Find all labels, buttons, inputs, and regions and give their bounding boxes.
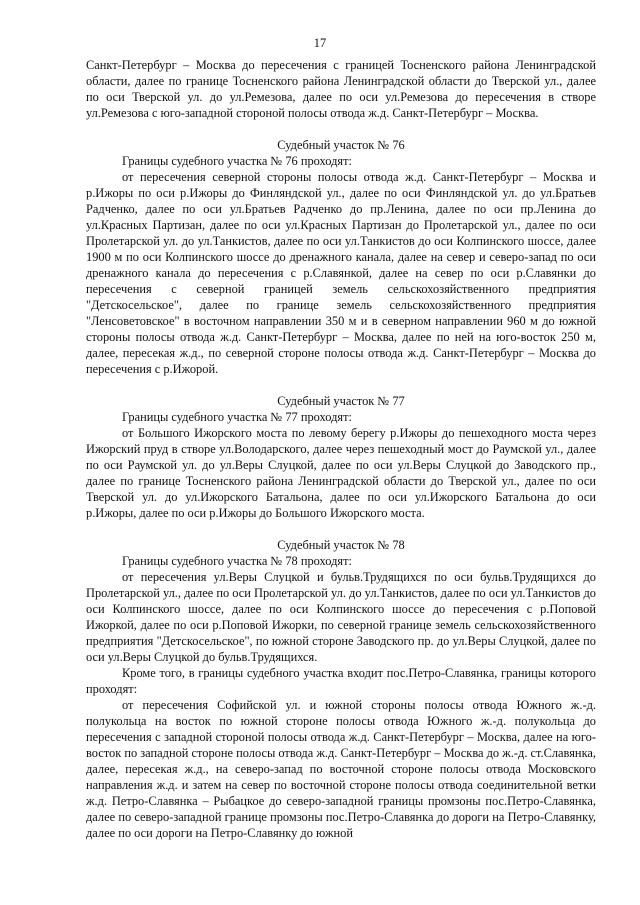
page-number: 17 bbox=[313, 36, 327, 50]
section-intro-78: Границы судебного участка № 78 проходят: bbox=[122, 554, 352, 568]
paragraph-continuation: Санкт-Петербург – Москва до пересечения с границей Тосненского района Ленинградской области, далее по границе Тосненского района Ленинградской области до Тверской ул., далее по оси Тверской ул. до ул.Ремезова, далее по оси ул.Ремезова до пересечения в створе ул.Ремезова с юго-западной стороной полосы отвода ж.д. Санкт-Петербург – Москва. bbox=[86, 58, 596, 120]
document-body bbox=[86, 57, 596, 841]
section-boundary-77: от Большого Ижорского моста по левому берегу р.Ижоры до пешеходного моста через Ижорский пруд в створе ул.Володарского, далее через пешеходный мост до Раумской ул., далее по оси Раумской ул. до ул.Веры Слуцкой, далее по оси ул.Веры Слуцкой до Заводского пр., далее по границе Тосненского района Ленинградской области до Тверской ул., далее по оси Тверской ул. до ул.Ижорского Батальона, далее по оси ул.Ижорского Батальона до оси р.Ижоры, далее по оси р.Ижоры до Большого Ижорского моста. bbox=[86, 426, 596, 520]
section-title-76: Судебный участок № 76 bbox=[277, 138, 405, 152]
section-title-78: Судебный участок № 78 bbox=[277, 538, 405, 552]
section-boundary-76: от пересечения северной стороны полосы отвода ж.д. Санкт-Петербург – Москва и р.Ижоры по оси р.Ижоры до Финляндской ул., далее по оси Финляндской ул. до ул.Братьев Радченко, далее по оси ул.Братьев Радченко до пр.Ленина, далее по оси пр.Ленина до ул.Красных Партизан, далее по оси ул.Красных Партизан до Пролетарской ул., далее по оси Пролетарской ул. до ул.Танкистов, далее по оси ул.Танкистов до оси Колпинского шоссе, далее 1900 м по оси Колпинского шоссе до дренажного канала, далее на север и северо-запад по оси дренажного канала до пересечения с р.Славянкой, далее на север по оси р.Славянки до пересечения с северной границей земель сельскохозяйственного предприятия "Детскосельское", далее по границе земель сельскохозяйственного предприятия "Ленсоветовское" в восточном направлении 350 м и в северном направлении 960 м до южной стороны полосы отвода ж.д. Санкт-Петербург – Москва, далее по ней на юго-восток 250 м, далее, пересекая ж.д., по северной стороне полосы отвода ж.д. Санкт-Петербург – Москва до пересечения с р.Ижорой. bbox=[86, 170, 596, 376]
section-intro-77: Границы судебного участка № 77 проходят: bbox=[122, 410, 352, 424]
section-intro-76: Границы судебного участка № 76 проходят: bbox=[122, 154, 352, 168]
section-extra-boundary-78: от пересечения Софийской ул. и южной стороны полосы отвода Южного ж.-д. полукольца на восток по южной стороне полосы отвода Южного ж.-д. полукольца до пересечения с западной стороной полосы отвода ж.д. Санкт-Петербург – Москва, далее на юго-восток по западной стороне полосы отвода ж.д. Санкт-Петербург – Москва до ж.-д. ст.Славянка, далее, пересекая ж.д., на северо-запад по восточной стороне полосы отвода Московского направления ж.д. и затем на север по восточной стороне полосы отвода соединительной ветки ж.д. Петро-Славянка – Рыбацкое до северо-западной границы промзоны пос.Петро-Славянка, далее по северо-западной границе промзоны пос.Петро-Славянка до дороги на Петро-Славянку, далее по оси дороги на Петро-Славянку до южной bbox=[86, 698, 596, 840]
section-boundary-78: от пересечения ул.Веры Слуцкой и бульв.Трудящихся по оси бульв.Трудящихся до Пролетарской ул., далее по оси Пролетарской ул. до ул.Танкистов, далее по оси ул.Танкистов до оси Колпинского шоссе, далее по оси Колпинского шоссе до пересечения с р.Поповой Ижоркой, далее по оси р.Поповой Ижорки, по северной границе земель сельскохозяйственного предприятия "Детскосельское", по южной стороне Заводского пр. до ул.Веры Слуцкой, далее по оси ул.Веры Слуцкой до бульв.Трудящихся. bbox=[86, 570, 596, 664]
section-title-77: Судебный участок № 77 bbox=[277, 394, 405, 408]
section-extra-intro-78: Кроме того, в границы судебного участка входит пос.Петро-Славянка, границы которого проходят: bbox=[86, 666, 596, 696]
